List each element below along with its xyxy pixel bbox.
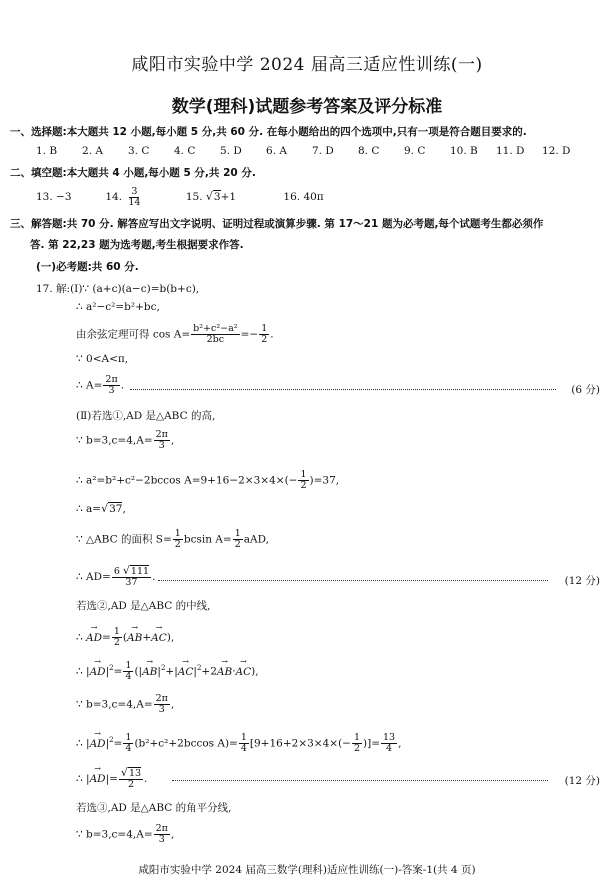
section3-header-line2: 答. 第 22,23 题为选考题,考生根据要求作答. bbox=[30, 239, 244, 251]
document-subtitle: 数学(理科)试题参考答案及评分标准 bbox=[171, 97, 443, 117]
q17-line6: (Ⅱ)若选①,AD 是△ABC 的高, bbox=[76, 410, 216, 422]
dot-leader-1 bbox=[130, 389, 556, 390]
q17-line18: 若选③,AD 是△ABC 的角平分线, bbox=[76, 802, 232, 814]
dot-leader-3 bbox=[172, 780, 548, 781]
answer-8: 8. C bbox=[358, 145, 380, 157]
answer-5: 5. D bbox=[220, 145, 242, 157]
sqrt-3: √3 bbox=[205, 190, 221, 203]
q17-line9: ∴ a=√37, bbox=[76, 502, 126, 515]
q17-line3: 由余弦定理可得 cos A= $\frac{\text{b²+c²−a²}}{2bc}$ =− $\frac{1}{2}$ . bbox=[76, 323, 274, 345]
q17-line8: ∴ a²=b²+c²−2bccos A=9+16−2×3×4×(− $\frac{1}{2}$ )=37, bbox=[76, 469, 340, 491]
answer-3: 3. C bbox=[128, 145, 150, 157]
answer-1: 1. B bbox=[36, 145, 58, 157]
answer-14-fraction: $\frac{3}{14}$ bbox=[128, 185, 141, 208]
answer-14-label: 14. bbox=[105, 191, 123, 203]
page-footer: 咸阳市实验中学 2024 届高三数学(理科)适应性训练(一)-答案-1(共 4 页) bbox=[138, 864, 476, 876]
answer-16: 16. 40π bbox=[283, 191, 324, 203]
q17-line7: ∵ b=3,c=4,A= $\frac{2\pi}{3}$ , bbox=[76, 429, 175, 451]
section1-header: 一、选择题:本大题共 12 小题,每小题 5 分,共 60 分. 在每小题给出的四个选项中,只有一项是符合题目要求的. bbox=[10, 126, 527, 138]
answer-15-label: 15. bbox=[185, 191, 203, 203]
dot-leader-2 bbox=[158, 580, 548, 581]
choice-answers bbox=[36, 145, 588, 157]
answer-9: 9. C bbox=[404, 145, 426, 157]
required-section-label: (一)必考题:共 60 分. bbox=[36, 261, 139, 273]
answer-13: 13. −3 bbox=[36, 191, 72, 203]
q17-line14: ∴ |→ $AD|^2=$ $\frac{1}{4}$ (|→ $AB|^2+|\to AC|^2+2\to AB\cdot\to AC$), bbox=[76, 661, 259, 682]
q17-line10: ∵ △ABC 的面积 S= $\frac{1}{2}$ bcsin A= $\frac{1}{2}$ aAD, bbox=[76, 528, 269, 550]
score-12-b: (12 分) bbox=[564, 775, 600, 787]
q17-line5: ∴ A= $\frac{2\pi}{3}$ . bbox=[76, 374, 125, 396]
q17-line13: ∴ → AD= $\frac{1}{2}$ (→ AB+→ AC), bbox=[76, 627, 174, 648]
section3-header-line1: 三、解答题:共 70 分. 解答应写出文字说明、证明过程或演算步骤. 第 17～21 题为必考题,每个试题考生都必须作 bbox=[10, 218, 544, 230]
q17-line15: ∵ b=3,c=4,A= $\frac{2\pi}{3}$ , bbox=[76, 693, 175, 715]
answer-6: 6. A bbox=[266, 145, 287, 157]
q17-line1: 17. 解:(Ⅰ)∵ (a+c)(a−c)=b(b+c), bbox=[36, 283, 200, 295]
q17-line19: ∵ b=3,c=4,A= $\frac{2\pi}{3}$ , bbox=[76, 823, 175, 845]
answer-4: 4. C bbox=[174, 145, 196, 157]
q17-line12: 若选②,AD 是△ABC 的中线, bbox=[76, 600, 211, 612]
fill-answers bbox=[36, 186, 324, 208]
q17-line16: ∴ |→ $AD|^2=$ $\frac{1}{4}$ (b²+c²+2bccos A)= $\frac{1}{4}$ [9+16+2×3×4×(− $\frac{1}{2}$ )]= $\frac{13}{4}$ , bbox=[76, 733, 401, 754]
q17-line2: ∴ a²−c²=b²+bc, bbox=[76, 301, 160, 313]
answer-10: 10. B bbox=[450, 145, 478, 157]
answer-2: 2. A bbox=[82, 145, 103, 157]
answer-12: 12. D bbox=[542, 145, 571, 157]
score-6: (6 分) bbox=[571, 384, 600, 396]
document-title: 咸阳市实验中学 2024 届高三适应性训练(一) bbox=[131, 55, 483, 75]
q17-line17: ∴ |→ AD|= $\frac{√13}{2}$ . bbox=[76, 768, 147, 790]
q17-line11: ∴ AD= $\frac{6 √111}{37}$ . bbox=[76, 564, 156, 588]
score-12-a: (12 分) bbox=[564, 575, 600, 587]
answer-11: 11. D bbox=[496, 145, 525, 157]
section2-header: 二、填空题:本大题共 4 小题,每小题 5 分,共 20 分. bbox=[10, 167, 256, 179]
answer-7: 7. D bbox=[312, 145, 334, 157]
q17-line4: ∵ 0<A<π, bbox=[76, 353, 129, 365]
answer-15-rest: +1 bbox=[220, 191, 237, 203]
